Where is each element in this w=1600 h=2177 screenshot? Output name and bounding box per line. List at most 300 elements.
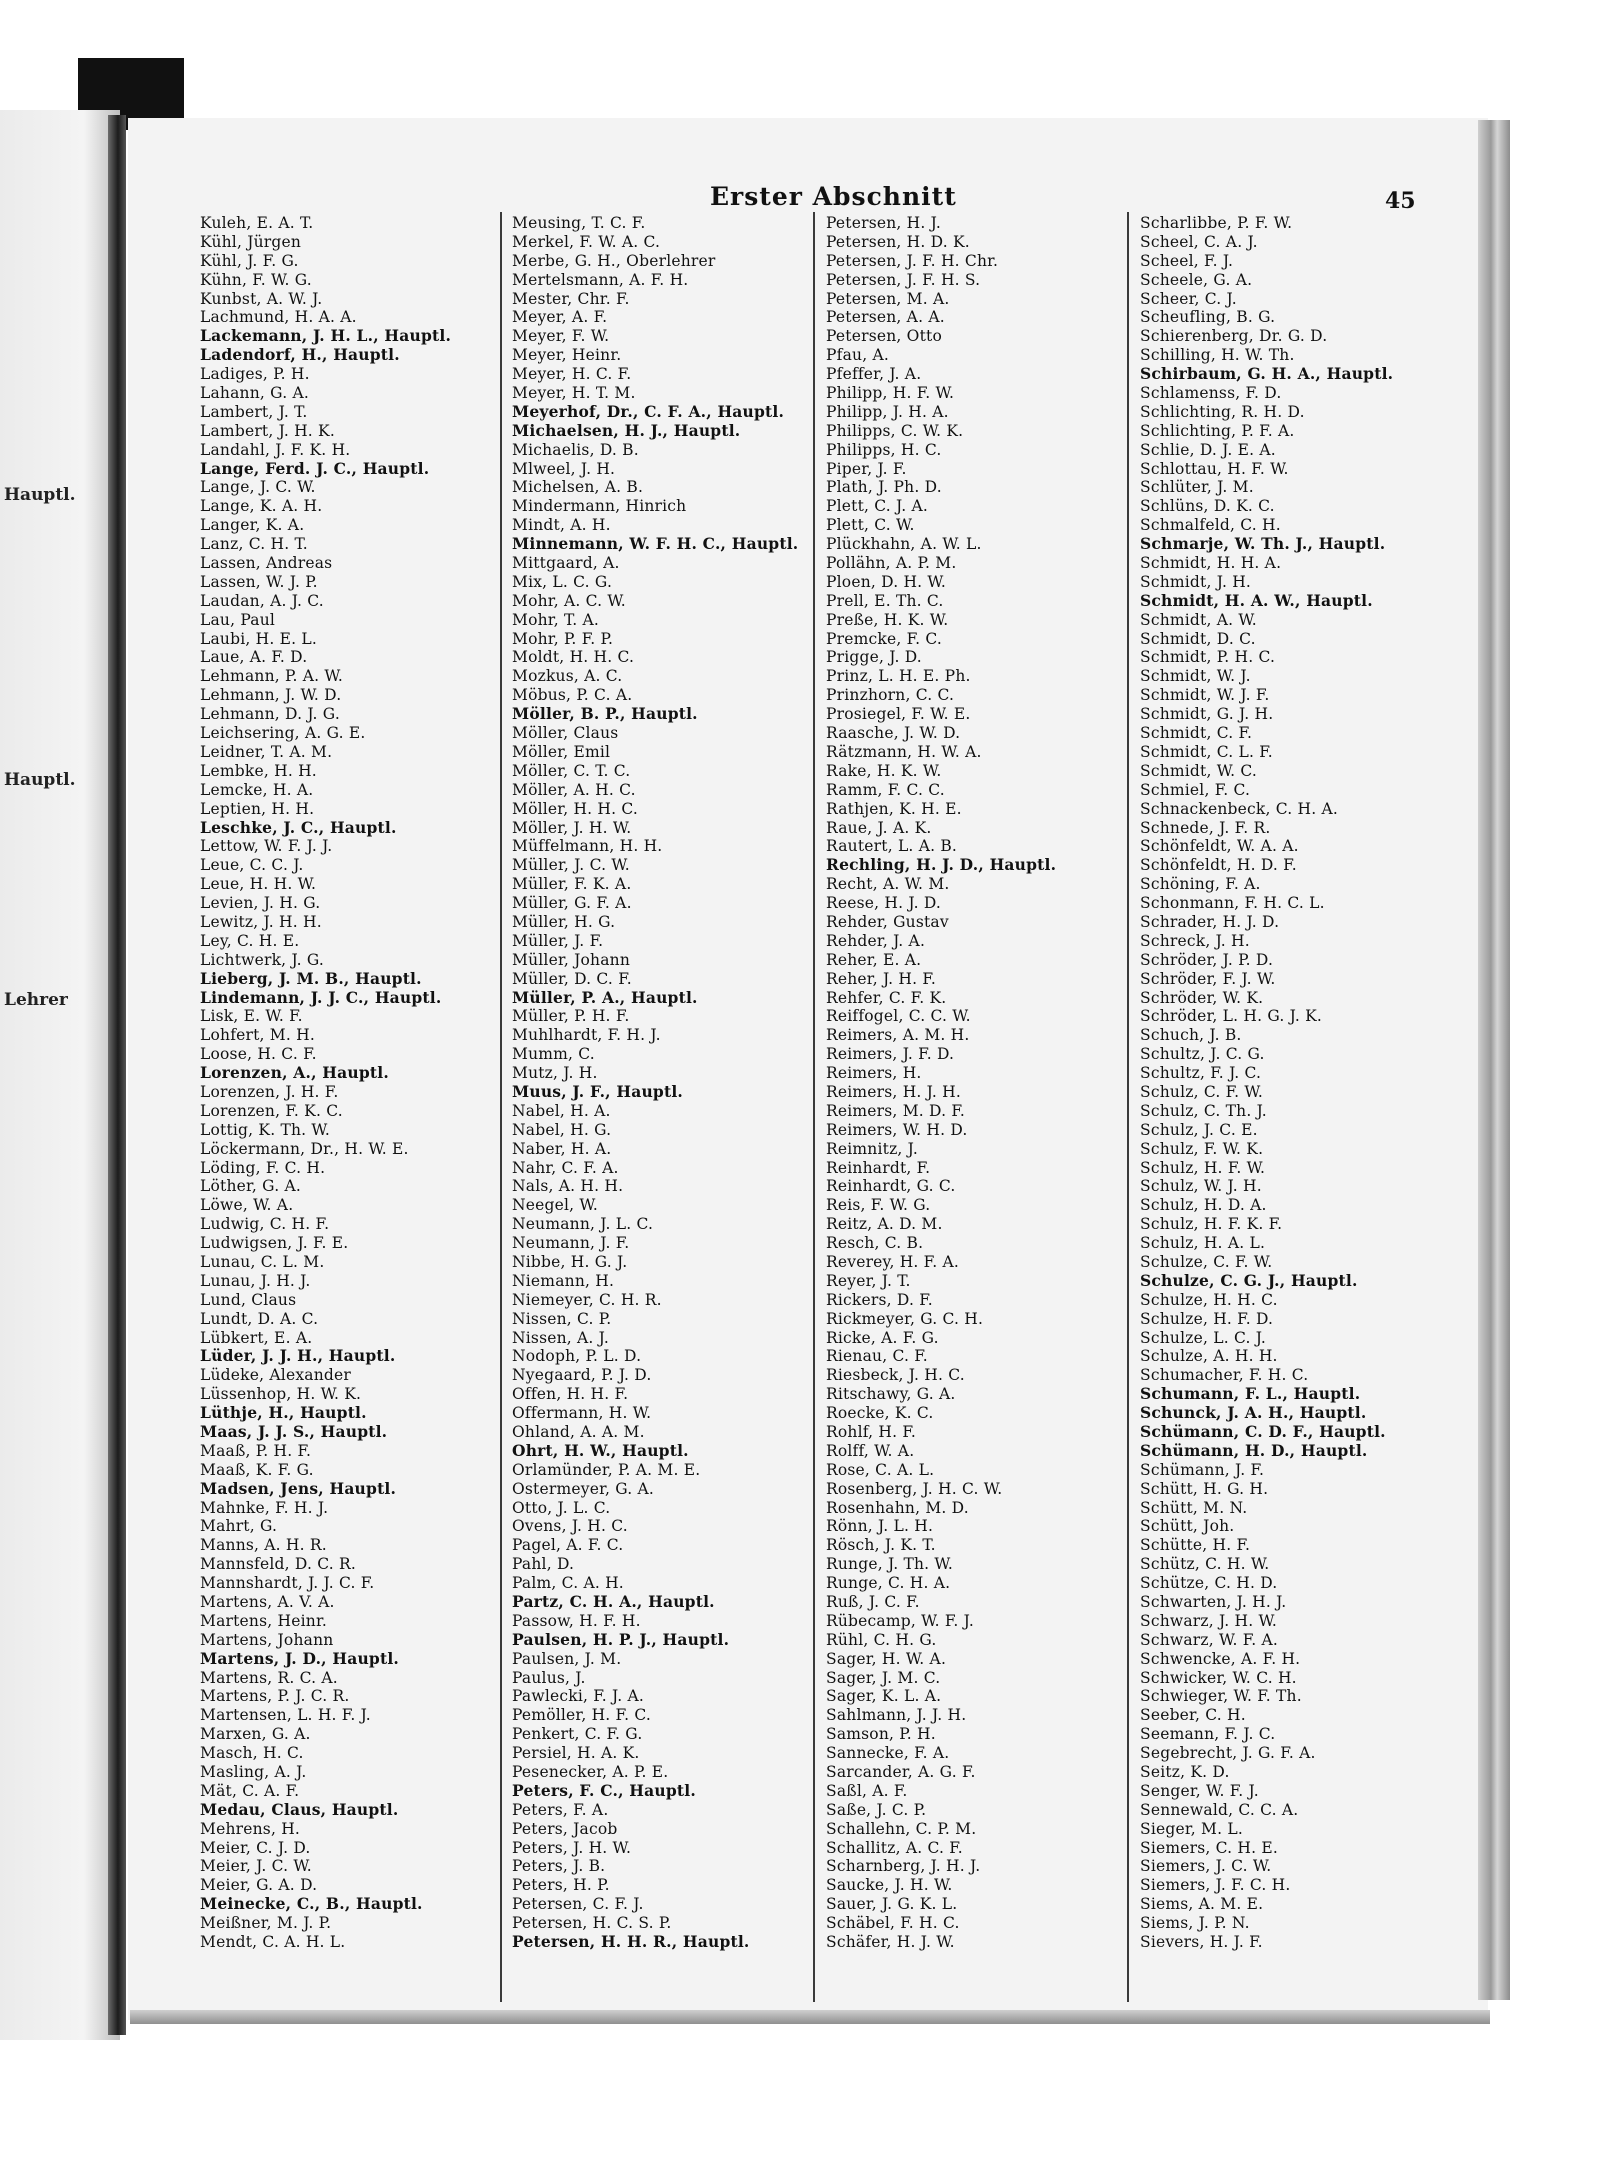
directory-entry: Nahr, C. F. A. — [512, 1158, 619, 1177]
directory-entry: Kühl, Jürgen — [200, 232, 302, 251]
directory-entry: Lichtwerk, J. G. — [200, 950, 325, 969]
directory-entry: Schuch, J. B. — [1140, 1026, 1242, 1045]
directory-entry: Mindt, A. H. — [512, 516, 611, 535]
directory-entry: Ludwigsen, J. F. E. — [200, 1234, 349, 1253]
directory-entry: Mester, Chr. F. — [512, 289, 630, 308]
directory-entry: Runge, C. H. A. — [826, 1574, 951, 1593]
directory-entry: Schmidt, D. C. — [1140, 629, 1256, 648]
directory-entry: Schunck, J. A. H., Hauptl. — [1140, 1404, 1367, 1423]
directory-entry: Ramm, F. C. C. — [826, 780, 945, 799]
directory-entry: Schulze, L. C. J. — [1140, 1328, 1267, 1347]
directory-entry: Reese, H. J. D. — [826, 894, 942, 913]
directory-entry: Paulus, J. — [512, 1668, 586, 1687]
directory-entry: Schwarz, W. F. A. — [1140, 1630, 1279, 1649]
directory-entry: Masling, A. J. — [200, 1763, 307, 1782]
directory-entry: Schwicker, W. C. H. — [1140, 1668, 1297, 1687]
directory-entry: Reher, E. A. — [826, 950, 922, 969]
directory-entry: Lau, Paul — [200, 610, 276, 629]
directory-entry: Leschke, J. C., Hauptl. — [200, 818, 397, 837]
directory-entry: Saucke, J. H. W. — [826, 1876, 953, 1895]
directory-entry: Müller, J. F. — [512, 931, 604, 950]
directory-entry: Niemeyer, C. H. R. — [512, 1290, 662, 1309]
directory-entry: Petersen, H. D. K. — [826, 232, 970, 251]
directory-entry: Pawlecki, F. J. A. — [512, 1687, 645, 1706]
directory-entry: Lange, J. C. W. — [200, 478, 316, 497]
directory-entry: Schumann, F. L., Hauptl. — [1140, 1385, 1361, 1404]
directory-entry: Rätzmann, H. W. A. — [826, 742, 982, 761]
directory-entry: Rathjen, K. H. E. — [826, 799, 962, 818]
directory-entry: Lottig, K. Th. W. — [200, 1120, 330, 1139]
directory-entry: Mohr, T. A. — [512, 610, 599, 629]
directory-entry: Ricke, A. F. G. — [826, 1328, 939, 1347]
directory-entry: Reimnitz, J. — [826, 1139, 919, 1158]
directory-entry: Mehrens, H. — [200, 1819, 301, 1838]
directory-entry: Müller, P. H. F. — [512, 1007, 630, 1026]
directory-entry: Pesenecker, A. P. E. — [512, 1763, 669, 1782]
page-number: 45 — [1385, 188, 1416, 214]
directory-entry: Schulz, H. D. A. — [1140, 1196, 1267, 1215]
directory-entry: Lohfert, M. H. — [200, 1026, 315, 1045]
directory-entry: Reiffogel, C. C. W. — [826, 1007, 971, 1026]
directory-entry: Schlie, D. J. E. A. — [1140, 440, 1276, 459]
directory-entry: Sannecke, F. A. — [826, 1744, 950, 1763]
directory-entry: Preße, H. K. W. — [826, 610, 949, 629]
directory-entry: Lindemann, J. J. C., Hauptl. — [200, 988, 442, 1007]
directory-entry: Offen, H. H. F. — [512, 1385, 629, 1404]
directory-entry: Löckermann, Dr., H. W. E. — [200, 1139, 409, 1158]
directory-entry: Reimers, H. — [826, 1064, 922, 1083]
directory-entry: Reimers, J. F. D. — [826, 1045, 955, 1064]
directory-entry: Mahnke, F. H. J. — [200, 1498, 329, 1517]
directory-entry: Kuleh, E. A. T. — [200, 214, 314, 232]
directory-entry: Schulz, C. F. W. — [1140, 1082, 1263, 1101]
directory-entry: Meier, G. A. D. — [200, 1876, 318, 1895]
directory-entry: Meier, J. C. W. — [200, 1857, 312, 1876]
directory-entry: Schulz, J. C. E. — [1140, 1120, 1258, 1139]
directory-entry: Recht, A. W. M. — [826, 875, 950, 894]
name-column-1 — [200, 214, 520, 1994]
directory-entry: Meyer, A. F. — [512, 308, 608, 327]
directory-entry: Schütt, H. G. H. — [1140, 1479, 1269, 1498]
directory-entry: Saßl, A. F. — [826, 1781, 908, 1800]
directory-entry: Pemöller, H. F. C. — [512, 1706, 651, 1725]
page-stack-edge — [1478, 120, 1510, 2000]
directory-entry: Siems, J. P. N. — [1140, 1914, 1250, 1933]
name-column-4 — [1140, 214, 1460, 1994]
directory-entry: Neumann, J. F. — [512, 1234, 630, 1253]
directory-entry: Lehmann, P. A. W. — [200, 667, 343, 686]
directory-entry: Philipps, H. C. — [826, 440, 942, 459]
directory-entry: Schümann, H. D., Hauptl. — [1140, 1441, 1368, 1460]
directory-entry: Schümann, J. F. — [1140, 1460, 1265, 1479]
directory-entry: Schulze, A. H. H. — [1140, 1347, 1278, 1366]
directory-entry: Reimers, M. D. F. — [826, 1101, 966, 1120]
directory-entry: Leichsering, A. G. E. — [200, 724, 366, 743]
directory-entry: Philipps, C. W. K. — [826, 421, 964, 440]
directory-entry: Schmidt, H. H. A. — [1140, 554, 1282, 573]
directory-entry: Siemers, J. F. C. H. — [1140, 1876, 1291, 1895]
directory-entry: Palm, C. A. H. — [512, 1574, 624, 1593]
directory-entry: Ritschawy, G. A. — [826, 1385, 956, 1404]
directory-entry: Schmidt, J. H. — [1140, 572, 1252, 591]
directory-entry: Rehfer, C. F. K. — [826, 988, 947, 1007]
directory-entry: Raasche, J. W. D. — [826, 724, 961, 743]
directory-entry: Muhlhardt, F. H. J. — [512, 1026, 661, 1045]
directory-entry: Masch, H. C. — [200, 1744, 304, 1763]
directory-entry: Rehder, J. A. — [826, 931, 926, 950]
directory-entry: Petersen, H. H. R., Hauptl. — [512, 1933, 750, 1952]
directory-entry: Samson, P. H. — [826, 1725, 936, 1744]
directory-entry: Nibbe, H. G. J. — [512, 1252, 628, 1271]
directory-entry: Nissen, A. J. — [512, 1328, 610, 1347]
directory-entry: Mindermann, Hinrich — [512, 497, 687, 516]
directory-entry: Plath, J. Ph. D. — [826, 478, 942, 497]
name-column-3 — [826, 214, 1146, 1994]
directory-entry: Mumm, C. — [512, 1045, 595, 1064]
directory-entry: Möbus, P. C. A. — [512, 686, 633, 705]
directory-entry: Schilling, H. W. Th. — [1140, 346, 1295, 365]
directory-entry: Plückhahn, A. W. L. — [826, 535, 982, 554]
directory-entry: Müller, D. C. F. — [512, 969, 632, 988]
directory-entry: Lüthje, H., Hauptl. — [200, 1404, 367, 1423]
directory-entry: Schmidt, A. W. — [1140, 610, 1257, 629]
directory-entry: Kunbst, A. W. J. — [200, 289, 323, 308]
directory-entry: Martensen, L. H. F. J. — [200, 1706, 371, 1725]
directory-entry: Müller, H. G. — [512, 912, 616, 931]
directory-entry: Schäbel, F. H. C. — [826, 1914, 960, 1933]
directory-entry: Meyer, H. T. M. — [512, 384, 636, 403]
directory-entry: Mittgaard, A. — [512, 554, 620, 573]
directory-entry: Schmidt, W. J. F. — [1140, 686, 1270, 705]
directory-entry: Mertelsmann, A. F. H. — [512, 270, 689, 289]
directory-entry: Rautert, L. A. B. — [826, 837, 958, 856]
directory-entry: Ladiges, P. H. — [200, 365, 310, 384]
directory-entry: Scheer, C. J. — [1140, 289, 1237, 308]
directory-entry: Seitz, K. D. — [1140, 1763, 1230, 1782]
directory-entry: Schallehn, C. P. M. — [826, 1819, 977, 1838]
directory-entry: Meinecke, C., B., Hauptl. — [200, 1895, 423, 1914]
directory-entry: Schmidt, H. A. W., Hauptl. — [1140, 591, 1373, 610]
directory-entry: Ludwig, C. H. F. — [200, 1215, 330, 1234]
directory-entry: Mlweel, J. H. — [512, 459, 616, 478]
directory-entry: Scheel, F. J. — [1140, 251, 1234, 270]
directory-entry: Rönn, J. L. H. — [826, 1517, 934, 1536]
directory-entry: Reimers, H. J. H. — [826, 1082, 961, 1101]
directory-entry: Müffelmann, H. H. — [512, 837, 663, 856]
directory-entry: Rosenberg, J. H. C. W. — [826, 1479, 1003, 1498]
directory-entry: Rösch, J. K. T. — [826, 1536, 936, 1555]
facing-page-edge — [0, 110, 120, 2040]
directory-entry: Lehmann, D. J. G. — [200, 705, 340, 724]
directory-entry: Martens, A. V. A. — [200, 1593, 335, 1612]
section-heading: Erster Abschnitt — [710, 182, 957, 211]
directory-entry: Niemann, H. — [512, 1271, 615, 1290]
directory-entry: Kühn, F. W. G. — [200, 270, 312, 289]
directory-entry: Segebrecht, J. G. F. A. — [1140, 1744, 1316, 1763]
directory-entry: Manns, A. H. R. — [200, 1536, 327, 1555]
directory-entry: Reinhardt, F. — [826, 1158, 931, 1177]
directory-entry: Riesbeck, J. H. C. — [826, 1366, 965, 1385]
directory-entry: Lange, K. A. H. — [200, 497, 323, 516]
directory-entry: Saße, J. C. P. — [826, 1800, 927, 1819]
directory-entry: Prosiegel, F. W. E. — [826, 705, 971, 724]
directory-entry: Schröder, W. K. — [1140, 988, 1264, 1007]
directory-entry: Schulz, F. W. K. — [1140, 1139, 1264, 1158]
directory-entry: Orlamünder, P. A. M. E. — [512, 1460, 701, 1479]
directory-entry: Loose, H. C. F. — [200, 1045, 317, 1064]
page-bottom-edge — [130, 2010, 1490, 2024]
directory-entry: Neumann, J. L. C. — [512, 1215, 654, 1234]
directory-entry: Schütz, C. H. W. — [1140, 1555, 1270, 1574]
directory-entry: Möller, J. H. W. — [512, 818, 632, 837]
directory-entry: Ruß, J. C. F. — [826, 1593, 920, 1612]
directory-entry: Sievers, H. J. F. — [1140, 1933, 1263, 1952]
directory-entry: Prinz, L. H. E. Ph. — [826, 667, 971, 686]
directory-entry: Martens, Heinr. — [200, 1611, 327, 1630]
directory-entry: Petersen, J. F. H. Chr. — [826, 251, 999, 270]
directory-entry: Plett, C. J. A. — [826, 497, 929, 516]
directory-entry: Lemcke, H. A. — [200, 780, 314, 799]
directory-entry: Schlüns, D. K. C. — [1140, 497, 1275, 516]
directory-entry: Schirbaum, G. H. A., Hauptl. — [1140, 365, 1394, 384]
directory-entry: Leptien, H. H. — [200, 799, 315, 818]
directory-entry: Schmarje, W. Th. J., Hauptl. — [1140, 535, 1386, 554]
directory-entry: Sennewald, C. C. A. — [1140, 1800, 1299, 1819]
directory-entry: Lüder, J. J. H., Hauptl. — [200, 1347, 396, 1366]
directory-entry: Lübkert, E. A. — [200, 1328, 313, 1347]
directory-entry: Schwencke, A. F. H. — [1140, 1649, 1301, 1668]
name-column-2 — [512, 214, 832, 1994]
directory-entry: Paulsen, J. M. — [512, 1649, 622, 1668]
directory-entry: Nissen, C. P. — [512, 1309, 612, 1328]
directory-entry: Scheel, C. A. J. — [1140, 232, 1258, 251]
directory-entry: Siems, A. M. E. — [1140, 1895, 1264, 1914]
directory-entry: Mohr, P. F. P. — [512, 629, 614, 648]
directory-entry: Schmalfeld, C. H. — [1140, 516, 1281, 535]
directory-entry: Sager, K. L. A. — [826, 1687, 942, 1706]
directory-entry: Müller, P. A., Hauptl. — [512, 988, 698, 1007]
directory-entry: Rechling, H. J. D., Hauptl. — [826, 856, 1057, 875]
directory-entry: Peters, J. B. — [512, 1857, 606, 1876]
directory-entry: Schwieger, W. F. Th. — [1140, 1687, 1302, 1706]
directory-entry: Schallitz, A. C. F. — [826, 1838, 963, 1857]
directory-entry: Mix, L. C. G. — [512, 572, 613, 591]
directory-entry: Reinhardt, G. C. — [826, 1177, 956, 1196]
directory-entry: Meyer, F. W. — [512, 327, 610, 346]
directory-entry: Schulz, C. Th. J. — [1140, 1101, 1267, 1120]
directory-entry: Reyer, J. T. — [826, 1271, 911, 1290]
directory-entry: Mahrt, G. — [200, 1517, 278, 1536]
directory-entry: Philipp, H. F. W. — [826, 384, 955, 403]
directory-entry: Lambert, J. H. K. — [200, 421, 335, 440]
directory-entry: Müller, Johann — [512, 950, 631, 969]
directory-entry: Lunau, C. L. M. — [200, 1252, 325, 1271]
directory-entry: Martens, Johann — [200, 1630, 334, 1649]
directory-entry: Schulze, H. F. D. — [1140, 1309, 1274, 1328]
directory-entry: Roecke, K. C. — [826, 1404, 934, 1423]
directory-entry: Reher, J. H. F. — [826, 969, 937, 988]
directory-entry: Plett, C. W. — [826, 516, 915, 535]
directory-entry: Sahlmann, J. J. H. — [826, 1706, 967, 1725]
directory-entry: Maaß, P. H. F. — [200, 1441, 312, 1460]
directory-entry: Petersen, Otto — [826, 327, 942, 346]
directory-entry: Lachmund, H. A. A. — [200, 308, 357, 327]
directory-entry: Peters, F. C., Hauptl. — [512, 1781, 696, 1800]
directory-entry: Möller, B. P., Hauptl. — [512, 705, 698, 724]
directory-entry: Rolff, W. A. — [826, 1441, 915, 1460]
directory-entry: Möller, C. T. C. — [512, 761, 631, 780]
directory-entry: Medau, Claus, Hauptl. — [200, 1800, 399, 1819]
directory-entry: Schröder, F. J. W. — [1140, 969, 1276, 988]
directory-entry: Schulze, C. G. J., Hauptl. — [1140, 1271, 1358, 1290]
directory-entry: Levien, J. H. G. — [200, 894, 321, 913]
directory-entry: Möller, Claus — [512, 724, 619, 743]
directory-entry: Mendt, C. A. H. L. — [200, 1933, 346, 1952]
directory-entry: Rake, H. K. W. — [826, 761, 942, 780]
directory-entry: Philipp, J. H. A. — [826, 402, 949, 421]
directory-entry: Penkert, C. F. G. — [512, 1725, 643, 1744]
directory-entry: Peters, H. P. — [512, 1876, 610, 1895]
directory-entry: Reis, F. W. G. — [826, 1196, 931, 1215]
directory-entry: Schrader, H. J. D. — [1140, 912, 1280, 931]
directory-entry: Landahl, J. F. K. H. — [200, 440, 351, 459]
directory-entry: Petersen, H. C. S. P. — [512, 1914, 672, 1933]
directory-entry: Leue, H. H. W. — [200, 875, 317, 894]
directory-entry: Minnemann, W. F. H. C., Hauptl. — [512, 535, 799, 554]
directory-entry: Möller, Emil — [512, 742, 611, 761]
directory-entry: Michaelsen, H. J., Hauptl. — [512, 421, 741, 440]
directory-entry: Partz, C. H. A., Hauptl. — [512, 1593, 715, 1612]
directory-entry: Lange, Ferd. J. C., Hauptl. — [200, 459, 430, 478]
directory-entry: Siemers, J. C. W. — [1140, 1857, 1272, 1876]
directory-entry: Michaelis, D. B. — [512, 440, 639, 459]
directory-entry: Pfeffer, J. A. — [826, 365, 922, 384]
directory-entry: Premcke, F. C. — [826, 629, 943, 648]
directory-entry: Mozkus, A. C. — [512, 667, 623, 686]
directory-entry: Senger, W. F. J. — [1140, 1781, 1259, 1800]
directory-entry: Ovens, J. H. C. — [512, 1517, 628, 1536]
directory-entry: Raue, J. A. K. — [826, 818, 932, 837]
directory-entry: Martens, P. J. C. R. — [200, 1687, 350, 1706]
directory-entry: Meusing, T. C. F. — [512, 214, 646, 232]
directory-entry: Petersen, C. F. J. — [512, 1895, 644, 1914]
directory-entry: Schmidt, P. H. C. — [1140, 648, 1276, 667]
directory-entry: Lunau, J. H. J. — [200, 1271, 311, 1290]
directory-entry: Martens, R. C. A. — [200, 1668, 338, 1687]
directory-entry: Persiel, H. A. K. — [512, 1744, 640, 1763]
directory-entry: Pagel, A. F. C. — [512, 1536, 624, 1555]
directory-entry: Schütt, Joh. — [1140, 1517, 1235, 1536]
directory-entry: Langer, K. A. — [200, 516, 305, 535]
directory-entry: Rühl, C. H. G. — [826, 1630, 937, 1649]
directory-entry: Mutz, J. H. — [512, 1064, 598, 1083]
directory-entry: Petersen, A. A. — [826, 308, 945, 327]
directory-entry: Passow, H. F. H. — [512, 1611, 641, 1630]
directory-entry: Schümann, C. D. F., Hauptl. — [1140, 1423, 1386, 1441]
directory-entry: Nyegaard, P. J. D. — [512, 1366, 652, 1385]
directory-entry: Reimers, A. M. H. — [826, 1026, 970, 1045]
directory-entry: Schierenberg, Dr. G. D. — [1140, 327, 1328, 346]
directory-entry: Meier, C. J. D. — [200, 1838, 311, 1857]
directory-entry: Petersen, M. A. — [826, 289, 950, 308]
directory-entry: Merbe, G. H., Oberlehrer — [512, 251, 716, 270]
directory-entry: Ohrt, H. W., Hauptl. — [512, 1441, 689, 1460]
directory-entry: Rohlf, H. F. — [826, 1423, 917, 1441]
directory-entry: Schütte, H. F. — [1140, 1536, 1251, 1555]
directory-entry: Sarcander, A. G. F. — [826, 1763, 976, 1782]
directory-entry: Lanz, C. H. T. — [200, 535, 308, 554]
directory-entry: Prinzhorn, C. C. — [826, 686, 955, 705]
directory-entry: Schmidt, C. F. — [1140, 724, 1253, 743]
directory-entry: Nabel, H. G. — [512, 1120, 612, 1139]
directory-entry: Muus, J. F., Hauptl. — [512, 1082, 684, 1101]
directory-entry: Lisk, E. W. F. — [200, 1007, 303, 1026]
directory-entry: Piper, J. F. — [826, 459, 907, 478]
directory-entry: Schlamenss, F. D. — [1140, 384, 1282, 403]
directory-entry: Lorenzen, J. H. F. — [200, 1082, 339, 1101]
directory-entry: Rübecamp, W. F. J. — [826, 1611, 974, 1630]
directory-entry: Merkel, F. W. A. C. — [512, 232, 661, 251]
directory-entry: Schmidt, W. J. — [1140, 667, 1251, 686]
directory-entry: Ladendorf, H., Hauptl. — [200, 346, 400, 365]
directory-entry: Lehmann, J. W. D. — [200, 686, 342, 705]
directory-entry: Schreck, J. H. — [1140, 931, 1250, 950]
directory-entry: Rehder, Gustav — [826, 912, 949, 931]
directory-entry: Meyer, H. C. F. — [512, 365, 632, 384]
directory-entry: Schulz, H. F. W. — [1140, 1158, 1266, 1177]
directory-entry: Madsen, Jens, Hauptl. — [200, 1479, 397, 1498]
directory-entry: Meyerhof, Dr., C. F. A., Hauptl. — [512, 402, 785, 421]
directory-entry: Lund, Claus — [200, 1290, 297, 1309]
directory-entry: Schönfeldt, H. D. F. — [1140, 856, 1297, 875]
directory-entry: Lewitz, J. H. H. — [200, 912, 322, 931]
directory-entry: Pahl, D. — [512, 1555, 575, 1574]
directory-entry: Müller, G. F. A. — [512, 894, 632, 913]
book-gutter — [108, 115, 126, 2035]
directory-entry: Möller, A. H. C. — [512, 780, 636, 799]
directory-entry: Schnackenbeck, C. H. A. — [1140, 799, 1339, 818]
directory-entry: Peters, J. H. W. — [512, 1838, 632, 1857]
directory-entry: Rose, C. A. L. — [826, 1460, 935, 1479]
directory-entry: Scheele, G. A. — [1140, 270, 1253, 289]
directory-entry: Lackemann, J. H. L., Hauptl. — [200, 327, 452, 346]
directory-entry: Schulz, H. A. L. — [1140, 1234, 1266, 1253]
directory-entry: Mät, C. A. F. — [200, 1781, 300, 1800]
directory-entry: Petersen, J. F. H. S. — [826, 270, 981, 289]
directory-entry: Resch, C. B. — [826, 1234, 924, 1253]
directory-entry: Seemann, F. J. C. — [1140, 1725, 1276, 1744]
directory-entry: Schlottau, H. F. W. — [1140, 459, 1289, 478]
directory-entry: Schulz, H. F. K. F. — [1140, 1215, 1283, 1234]
directory-entry: Lüssenhop, H. W. K. — [200, 1385, 362, 1404]
directory-entry: Schmiel, F. C. — [1140, 780, 1251, 799]
directory-entry: Schmidt, C. L. F. — [1140, 742, 1273, 761]
directory-entry: Rickmeyer, G. C. H. — [826, 1309, 984, 1328]
directory-entry: Schultz, J. C. G. — [1140, 1045, 1265, 1064]
directory-entry: Schulze, H. H. C. — [1140, 1290, 1278, 1309]
directory-entry: Rienau, C. F. — [826, 1347, 928, 1366]
directory-entry: Schulze, C. F. W. — [1140, 1252, 1273, 1271]
directory-entry: Lundt, D. A. C. — [200, 1309, 319, 1328]
directory-entry: Schönfeldt, W. A. A. — [1140, 837, 1299, 856]
directory-entry: Martens, J. D., Hauptl. — [200, 1649, 400, 1668]
directory-entry: Schwarten, J. H. J. — [1140, 1593, 1287, 1612]
directory-entry: Schröder, J. P. D. — [1140, 950, 1274, 969]
directory-entry: Petersen, H. J. — [826, 214, 941, 232]
directory-entry: Meyer, Heinr. — [512, 346, 622, 365]
directory-entry: Löwe, W. A. — [200, 1196, 294, 1215]
directory-entry: Kühl, J. F. G. — [200, 251, 299, 270]
